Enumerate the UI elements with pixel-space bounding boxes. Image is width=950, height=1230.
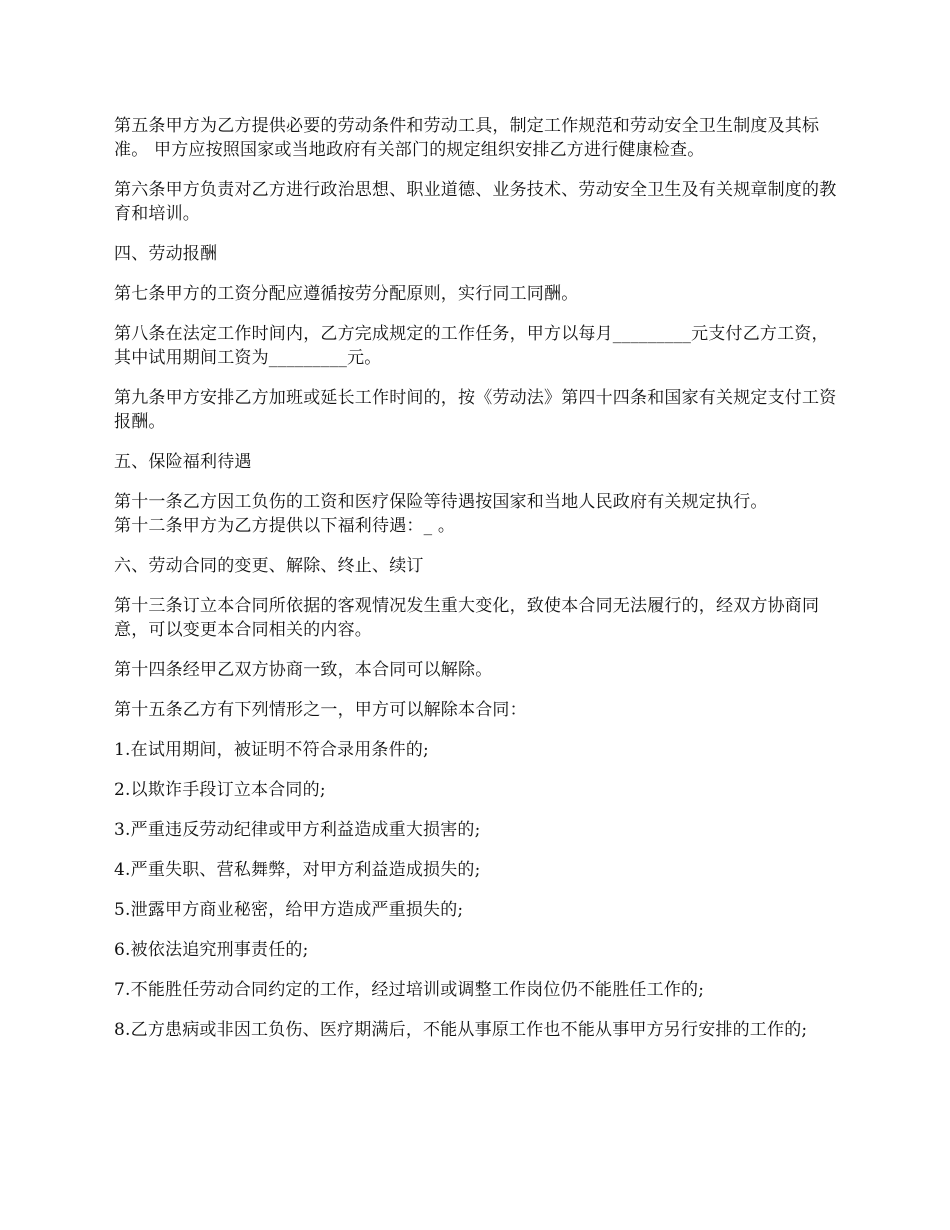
list-item-5: 5.泄露甲方商业秘密，给甲方造成严重损失的; (114, 900, 464, 920)
list-item-3: 3.严重违反劳动纪律或甲方利益造成重大损害的; (114, 820, 481, 840)
document-page (114, 114, 840, 1058)
list-item-7: 7.不能胜任劳动合同约定的工作，经过培训或调整工作岗位仍不能胜任工作的; (114, 980, 705, 1000)
clause-9: 第九条甲方安排乙方加班或延长工作时间的，按《劳动法》第四十四条和国家有关规定支付工资报酬。 (114, 388, 837, 432)
list-item-8: 8.乙方患病或非因工负伤、医疗期满后，不能从事原工作也不能从事甲方另行安排的工作的; (114, 1020, 808, 1040)
clause-14: 第十四条经甲乙双方协商一致，本合同可以解除。 (114, 660, 493, 680)
clause-15: 第十五条乙方有下列情形之一，甲方可以解除本合同： (114, 700, 527, 720)
section-heading-contract-changes: 六、劳动合同的变更、解除、终止、续订 (114, 556, 424, 576)
list-item-1: 1.在试用期间，被证明不符合录用条件的; (114, 740, 429, 760)
clause-5: 第五条甲方为乙方提供必要的劳动条件和劳动工具，制定工作规范和劳动安全卫生制度及其标准。 甲方应按照国家或当地政府有关部门的规定组织安排乙方进行健康检查。 (114, 116, 820, 160)
list-item-4: 4.严重失职、营私舞弊，对甲方利益造成损失的; (114, 860, 481, 880)
section-heading-remuneration: 四、劳动报酬 (114, 244, 218, 264)
clause-13: 第十三条订立本合同所依据的客观情况发生重大变化，致使本合同无法履行的，经双方协商同意，可以变更本合同相关的内容。 (114, 596, 820, 640)
clause-7: 第七条甲方的工资分配应遵循按劳分配原则，实行同工同酬。 (114, 284, 579, 304)
clause-11-12: 第十一条乙方因工负伤的工资和医疗保险等待遇按国家和当地人民政府有关规定执行。 第十二条甲方为乙方提供以下福利待遇：_ 。 (114, 492, 768, 536)
clause-8: 第八条在法定工作时间内，乙方完成规定的工作任务，甲方以每月_________元支付乙方工资，其中试用期间工资为_________元。 (114, 324, 829, 368)
list-item-2: 2.以欺诈手段订立本合同的; (114, 780, 326, 800)
clause-6: 第六条甲方负责对乙方进行政治思想、职业道德、业务技术、劳动安全卫生及有关规章制度的教育和培训。 (114, 180, 837, 224)
list-item-6: 6.被依法追究刑事责任的; (114, 940, 309, 960)
section-heading-insurance: 五、保险福利待遇 (114, 452, 252, 472)
